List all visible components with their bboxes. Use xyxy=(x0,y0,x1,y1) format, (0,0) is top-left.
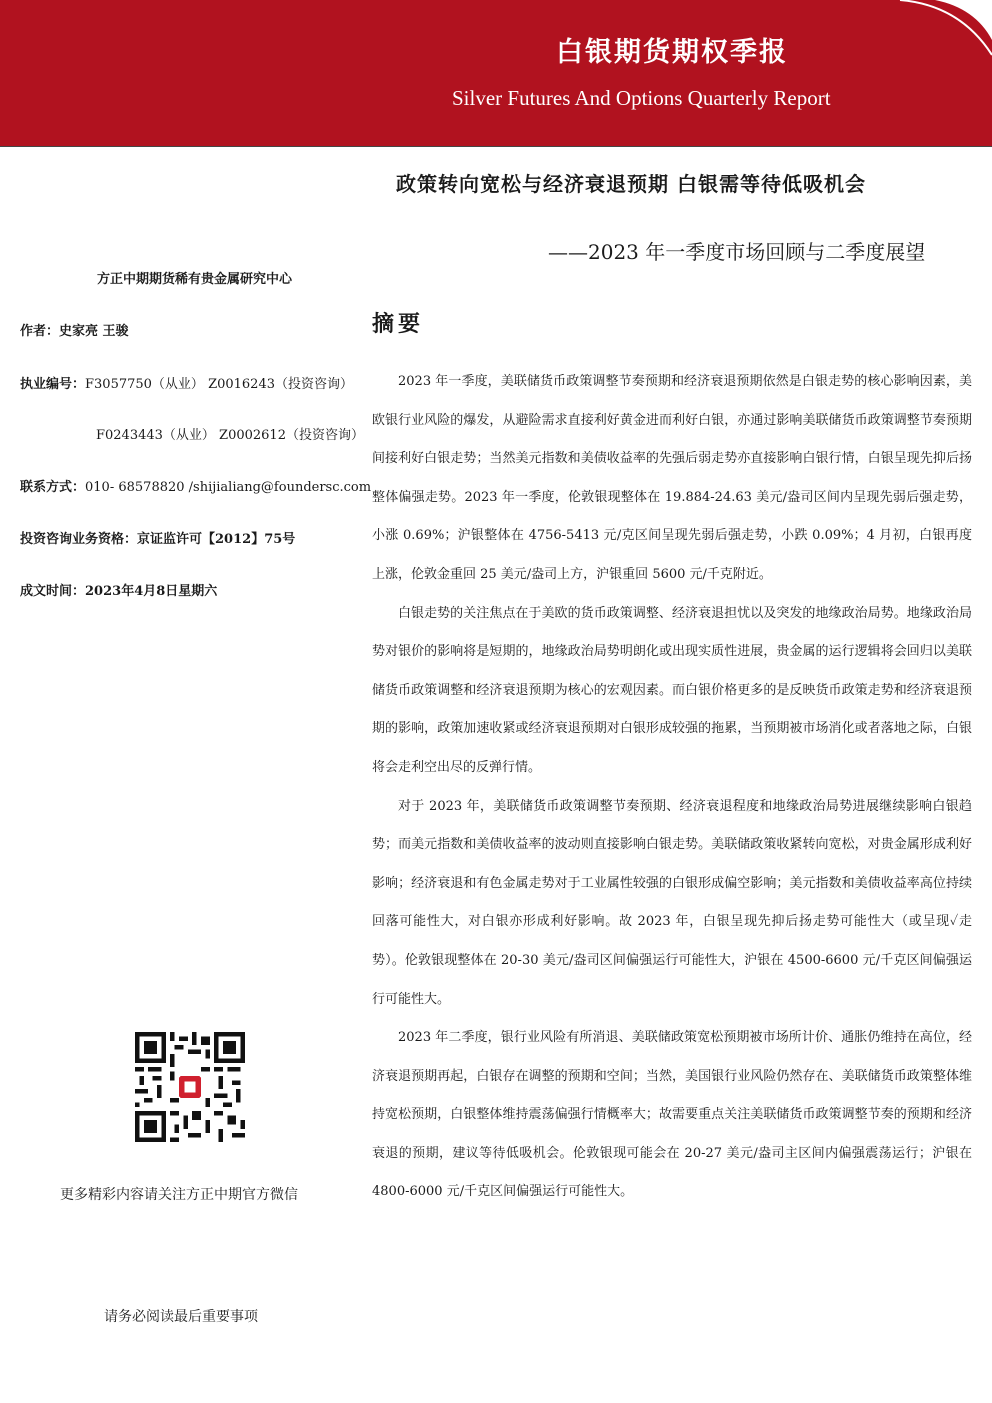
qr-caption: 更多精彩内容请关注方正中期官方微信 xyxy=(60,1187,298,1203)
qualification-value: 京证监许可【2012】75号 xyxy=(137,532,296,547)
author-row xyxy=(20,320,129,339)
date-row xyxy=(20,580,217,599)
contact-label: 联系方式： xyxy=(20,480,86,495)
license-row xyxy=(20,373,353,392)
date-label: 成文时间： xyxy=(20,584,86,599)
qualification-label: 投资咨询业务资格： xyxy=(20,532,138,547)
license-value-1: F3057750（从业） Z0016243（投资咨询） xyxy=(85,377,353,392)
abstract-body xyxy=(372,363,972,1212)
abstract-heading: 摘要 xyxy=(372,311,425,337)
report-main-title: 政策转向宽松与经济衰退预期 白银需等待低吸机会 xyxy=(396,172,866,196)
research-center: 方正中期期货稀有贵金属研究中心 xyxy=(97,272,293,287)
report-series-title-en: Silver Futures And Options Quarterly Report xyxy=(452,86,831,110)
abstract-paragraph: 2023 年二季度，银行业风险有所消退、美联储政策宽松预期被市场所计价、通胀仍维持在高位，经济衰退预期再起，白银存在调整的预期和空间；当然，美国银行业风险仍然存在、美联储货币政策整体维持宽松预期，白银整体维持震荡偏强行情概率大；故需要重点关注美联储货币政策调整节奏的预期和经济衰退的预期，建议等待低吸机会。伦敦银现可能会在 20-27 美元/盎司主区间内偏强震荡运行；沪银在 4800-6000 元/千克区间偏强运行可能性大。 xyxy=(372,1030,972,1200)
author-value: 史家亮 王骏 xyxy=(59,324,129,339)
author-label: 作者： xyxy=(20,324,60,339)
date-value: 2023年4月8日星期六 xyxy=(85,584,218,599)
report-series-title-cn: 白银期货期权季报 xyxy=(556,37,788,68)
qualification-row xyxy=(20,528,295,547)
important-notice: 请务必阅读最后重要事项 xyxy=(104,1309,258,1325)
report-sub-title: ——2023 年一季度市场回顾与二季度展望 xyxy=(548,240,926,264)
header-divider xyxy=(0,146,992,147)
wechat-qr-code-icon[interactable] xyxy=(135,1032,245,1142)
abstract-paragraph: 白银走势的关注焦点在于美欧的货币政策调整、经济衰退担忧以及突发的地缘政治局势。地缘政治局势对银价的影响将是短期的，地缘政治局势明朗化或出现实质性进展，贵金属的运行逻辑将会回归以美联储货币政策调整和经济衰退预期为核心的宏观因素。而白银价格更多的是反映货币政策走势和经济衰退预期的影响，政策加速收紧或经济衰退预期对白银形成较强的拖累，当预期被市场消化或者落地之际，白银将会走利空出尽的反弹行情。 xyxy=(372,605,972,775)
abstract-paragraph: 2023 年一季度，美联储货币政策调整节奏预期和经济衰退预期依然是白银走势的核心影响因素，美欧银行业风险的爆发，从避险需求直接利好黄金进而利好白银，亦通过影响美联储货币政策调整节奏预期间接利好白银走势；当然美元指数和美债收益率的先强后弱走势亦直接影响白银行情，白银呈现先抑后扬整体偏强走势。2023 年一季度，伦敦银现整体在 19.884-24.63 美元/盎司区间内呈现先弱后强走势，小涨 0.69%；沪银整体在 4756-5413 元/克区间呈现先弱后强走势，小跌 0.09%；4 月初，白银再度上涨，伦敦金重回 25 美元/盎司上方，沪银重回 5600 元/千克附近。 xyxy=(372,374,972,582)
license-value-2: F0243443（从业） Z0002612（投资咨询） xyxy=(96,428,364,443)
contact-row xyxy=(20,476,371,495)
contact-value[interactable]: 010- 68578820 /shijialiang@foundersc.com xyxy=(85,480,372,495)
license-label: 执业编号： xyxy=(20,377,86,392)
license-row-2 xyxy=(96,424,364,443)
banner-decoration xyxy=(0,0,992,146)
header-banner xyxy=(0,0,992,146)
abstract-paragraph: 对于 2023 年，美联储货币政策调整节奏预期、经济衰退程度和地缘政治局势进展继续影响白银趋势；而美元指数和美债收益率的波动则直接影响白银走势。美联储政策收紧转向宽松，对贵金属形成利好影响；经济衰退和有色金属走势对于工业属性较强的白银形成偏空影响；美元指数和美债收益率高位持续回落可能性大，对白银亦形成利好影响。故 2023 年，白银呈现先抑后扬走势可能性大（或呈现✓走势）。伦敦银现整体在 20-30 美元/盎司区间偏强运行可能性大，沪银在 4500-6600 元/千克区间偏强运行可能性大。 xyxy=(372,798,972,1007)
